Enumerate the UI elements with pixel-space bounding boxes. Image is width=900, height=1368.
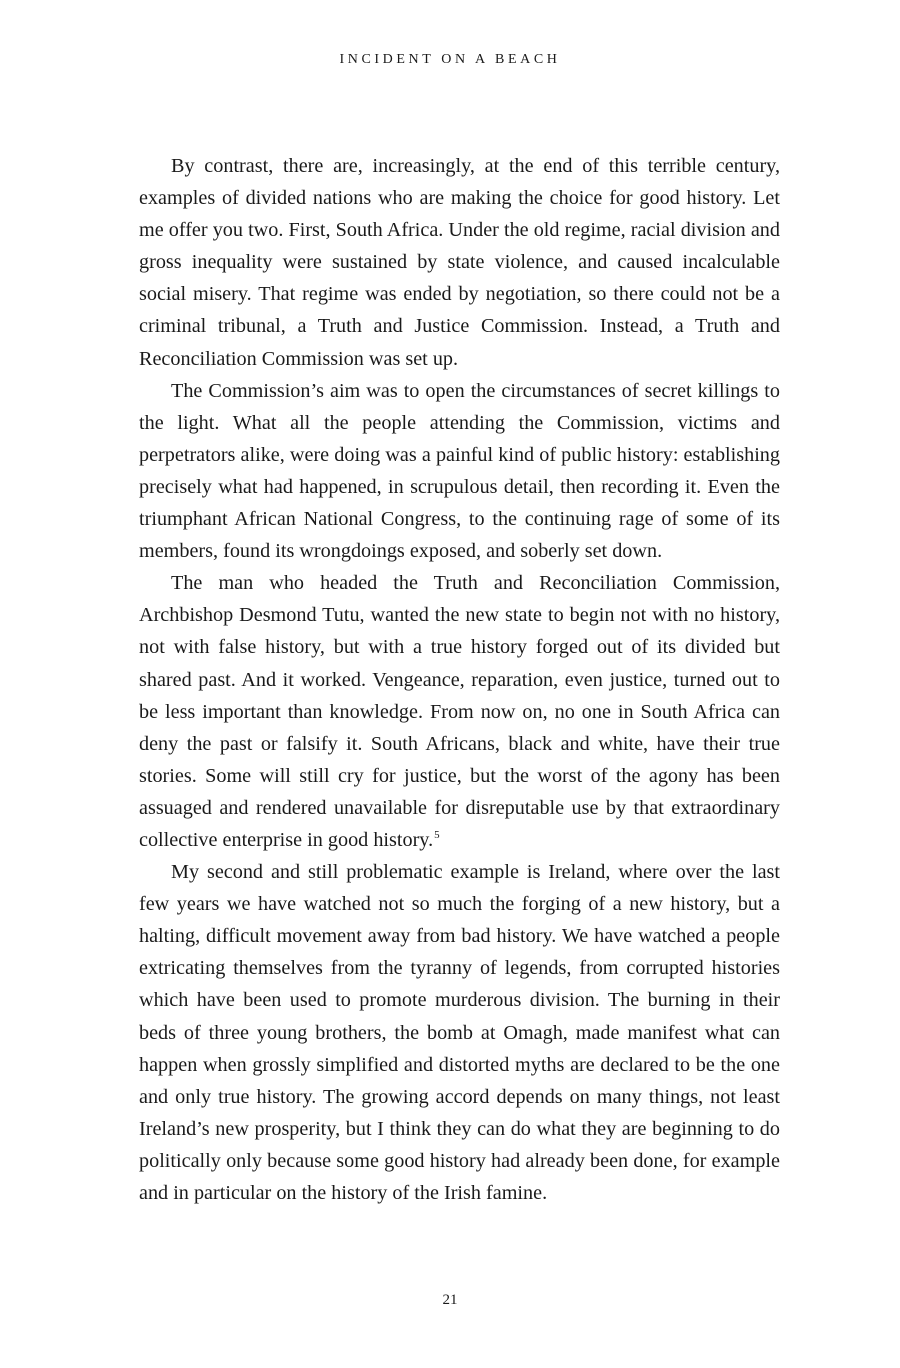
paragraph-3-text: The man who headed the Truth and Reconciliation Commission, Archbishop Desmond Tutu, wanted the new state to begin not with no history, not with false history, but with a true history forged out of its divided but shared past. And it worked. Vengeance, reparation, even justice, turned out to be less important than knowledge. From now on, no one in South Africa can deny the past or falsify it. South Africans, black and white, have their true stories. Some will still cry for justice, but the worst of the agony has been assuaged and rendered unavailable for disreputable use by that extraordinary collective enterprise in good history.: [139, 572, 780, 851]
paragraph-2: The Commission’s aim was to open the circumstances of secret killings to the light. What all the people attending the Commission, victims and perpetrators alike, were doing was a painful kind of public history: establishing precisely what had happened, in scrupulous detail, then recording it. Even the triumphant African National Congress, to the continuing rage of some of its members, found its wrongdoings exposed, and soberly set down.: [139, 379, 780, 563]
page-number: 21: [442, 1292, 458, 1308]
paragraph-3: [139, 567, 780, 856]
running-head: INCIDENT ON A BEACH: [339, 52, 561, 67]
paragraph-4: My second and still problematic example is Ireland, where over the last few years we have watched not so much the forging of a new history, but a halting, difficult movement away from bad history. We have watched a people extricating themselves from the tyranny of legends, from corrupted histories which have been used to promote murderous division. The burning in their beds of three young brothers, the bomb at Omagh, made manifest what can happen when grossly simplified and distorted myths are declared to be the one and only true history. The growing accord depends on many things, not least Ireland’s new prosperity, but I think they can do what they are beginning to do politically only because some good history had already been done, for example and in particular on the history of the Irish famine.: [139, 861, 780, 1204]
body-text: [139, 150, 780, 1209]
footnote-marker[interactable]: 5: [434, 828, 440, 841]
paragraph-1: By contrast, there are, increasingly, at the end of this terrible century, examples of divided nations who are making the choice for good history. Let me offer you two. First, South Africa. Under the old regime, racial division and gross inequality were sustained by state violence, and caused incalculable social misery. That regime was ended by negotiation, so there could not be a criminal tribunal, a Truth and Justice Commission. Instead, a Truth and Reconciliation Commission was set up.: [139, 155, 780, 370]
